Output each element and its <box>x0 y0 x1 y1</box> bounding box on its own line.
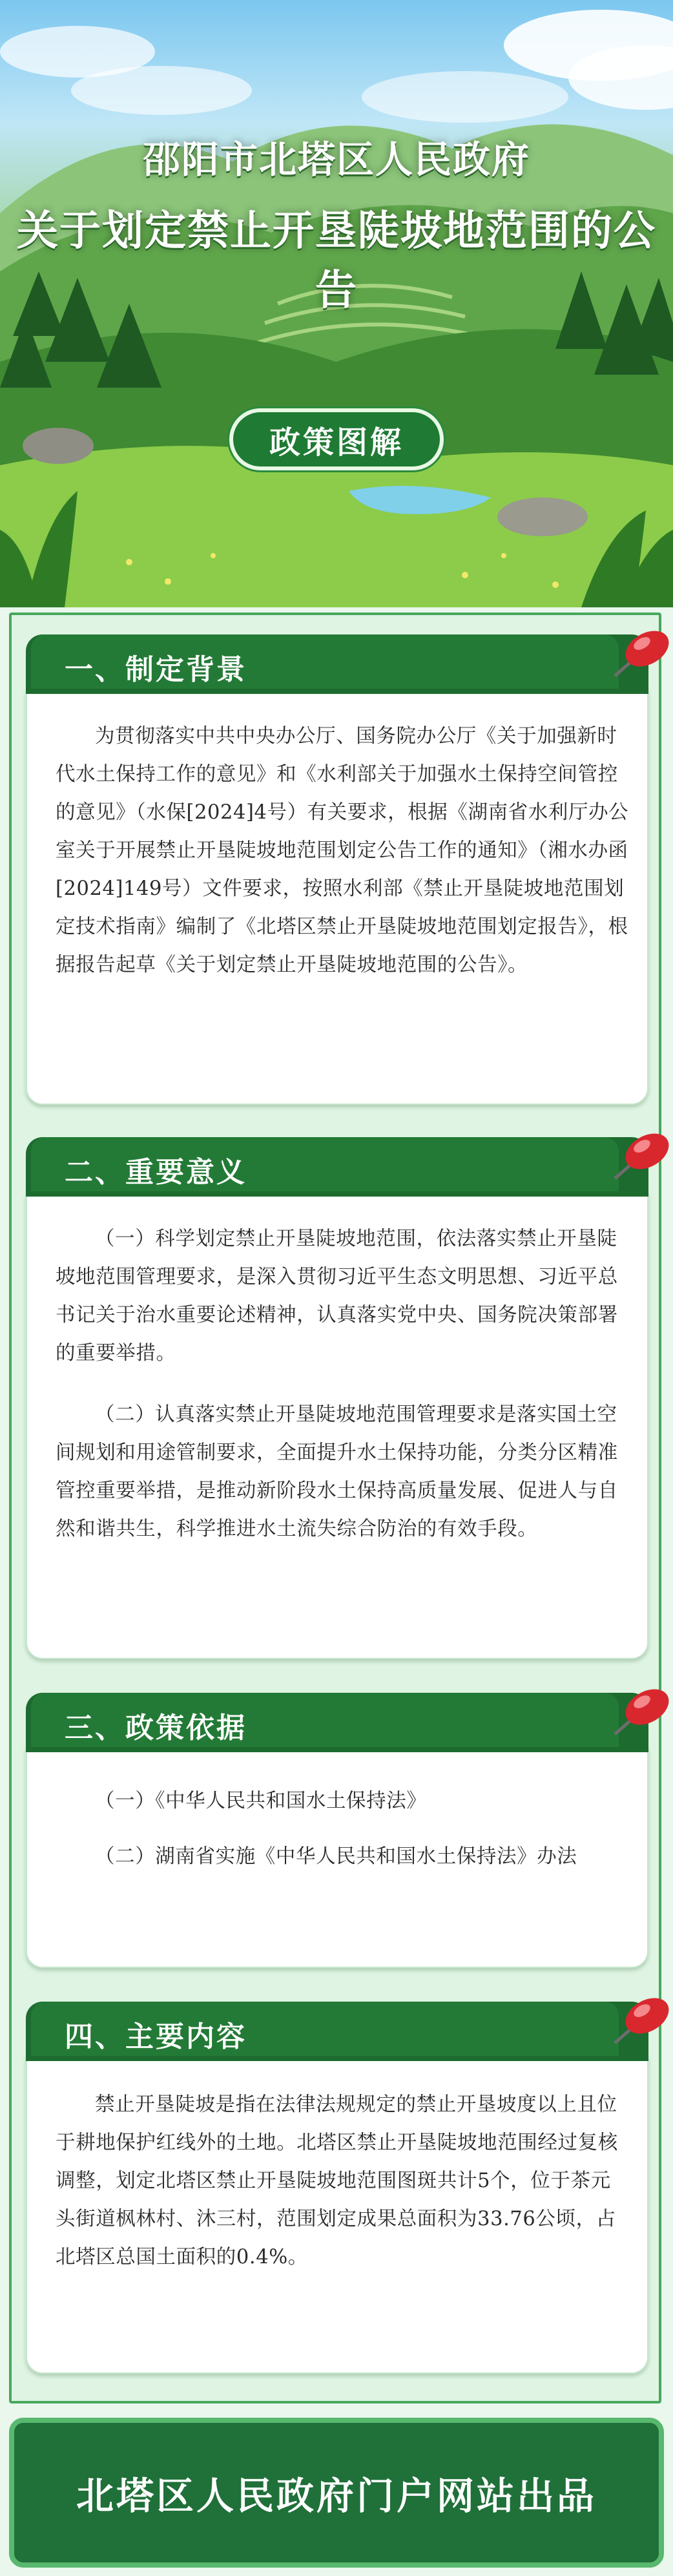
pushpin-icon <box>602 1991 673 2056</box>
hero-title-line1: 邵阳市北塔区人民政府 <box>142 138 530 182</box>
pushpin-icon <box>602 624 673 689</box>
section-paragraph: （一）科学划定禁止开垦陡坡地范围，依法落实禁止开垦陡坡地范围管理要求，是深入贯彻习近平生态文明思想、习近平总书记关于治水重要论述精神，认真落实党中央、国务院决策部署的重要举措。 <box>56 1228 618 1365</box>
pushpin-icon <box>602 1682 673 1747</box>
section-paragraph: 禁止开垦陡坡是指在法律法规规定的禁止开垦坡度以上且位于耕地保护红线外的土地。北塔区禁止开垦陡坡地范围经过复核调整，划定北塔区禁止开垦陡坡地范围图斑共计5个，位于茶元头街道枫林村、沐三村，范围划定成果总面积为33.76公顷，占北塔区总国土面积的0.4%。 <box>56 2093 618 2268</box>
section-paragraph: （一）《中华人民共和国水土保持法》 <box>95 1790 427 1812</box>
section-heading-bar <box>26 634 648 694</box>
pushpin-icon <box>602 1127 673 1191</box>
hero-title-line2: 关于划定禁止开垦陡坡地范围的公告 <box>17 207 656 315</box>
footer-text: 北塔区人民政府门户网站出品 <box>76 2474 597 2518</box>
section-heading-bar <box>26 1693 648 1752</box>
section-heading: 四、主要内容 <box>65 2020 247 2053</box>
hero-banner <box>0 0 673 607</box>
section-heading: 三、政策依据 <box>65 1712 247 1744</box>
section-heading: 一、制定背景 <box>65 653 247 686</box>
section-heading-bar <box>26 2002 648 2061</box>
policy-illustration-badge: 政策图解 <box>229 408 444 470</box>
section-paragraph: 为贯彻落实中共中央办公厅、国务院办公厅《关于加强新时代水土保持工作的意见》和《水利部关于加强水土保持空间管控的意见》（水保[2024]4号）有关要求，根据《湖南省水利厅办公室关于开展禁止开垦陡坡地范围划定公告工作的通知》（湘水办函[2024]149号）文件要求，按照水利部《禁止开垦陡坡地范围划定技术指南》编制了《北塔区禁止开垦陡坡地范围划定报告》，根据报告起草《关于划定禁止开垦陡坡地范围的公告》。 <box>56 725 629 976</box>
section-heading-bar <box>26 1137 648 1197</box>
footer-banner <box>9 2418 664 2568</box>
section-paragraph: （二）认真落实禁止开垦陡坡地范围管理要求是落实国土空间规划和用途管制要求，全面提升水土保持功能，分类分区精准管控重要举措，是推动新阶段水土保持高质量发展、促进人与自然和谐共生，科学推进水土流失综合防治的有效手段。 <box>56 1403 618 1540</box>
section-heading: 二、重要意义 <box>65 1156 247 1189</box>
section-paragraph: （二）湖南省实施《中华人民共和国水土保持法》办法 <box>95 1845 577 1868</box>
